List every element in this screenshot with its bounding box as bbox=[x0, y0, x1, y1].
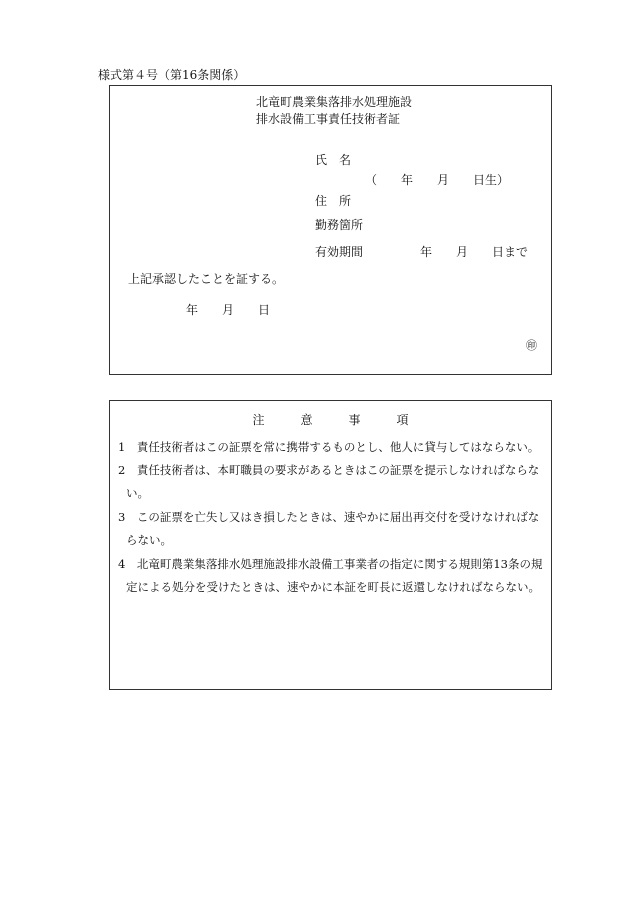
validity-date: 年 月 日まで bbox=[420, 245, 529, 259]
workplace-label: 勤務箇所 bbox=[315, 218, 364, 232]
note-line: らない。 bbox=[126, 533, 172, 547]
note-line: い。 bbox=[126, 486, 149, 500]
note-line: 2 責任技術者は、本町職員の要求があるときはこの証票を提示しなければならな bbox=[118, 463, 540, 477]
note-line: 4 北竜町農業集落排水処理施設排水設備工事業者の指定に関する規則第13条の規 bbox=[118, 557, 543, 571]
name-label: 氏 名 bbox=[315, 153, 352, 167]
notes-title: 注 意 事 項 bbox=[252, 413, 409, 427]
birth-date-line: （ 年 月 日生） bbox=[365, 173, 510, 187]
certificate-title-line1: 北竜町農業集落排水処理施設 bbox=[256, 95, 413, 109]
issue-date: 年 月 日 bbox=[186, 303, 271, 317]
validity-label: 有効期間 bbox=[315, 245, 364, 259]
seal-icon: ㊞ bbox=[526, 339, 537, 352]
certificate-card bbox=[109, 85, 552, 375]
form-number: 様式第４号（第16条関係） bbox=[98, 68, 246, 82]
address-label: 住 所 bbox=[315, 194, 352, 208]
note-line: 3 この証票を亡失し又はき損したときは、速やかに届出再交付を受けなければな bbox=[118, 510, 540, 524]
certificate-title-line2: 排水設備工事責任技術者証 bbox=[256, 112, 401, 126]
note-line: 定による処分を受けたときは、速やかに本証を町長に返還しなければならない。 bbox=[126, 580, 540, 594]
note-line: 1 責任技術者はこの証票を常に携帯するものとし、他人に貸与してはならない。 bbox=[118, 440, 540, 454]
certification-statement: 上記承認したことを証する。 bbox=[128, 272, 285, 286]
notes-box bbox=[109, 400, 552, 690]
